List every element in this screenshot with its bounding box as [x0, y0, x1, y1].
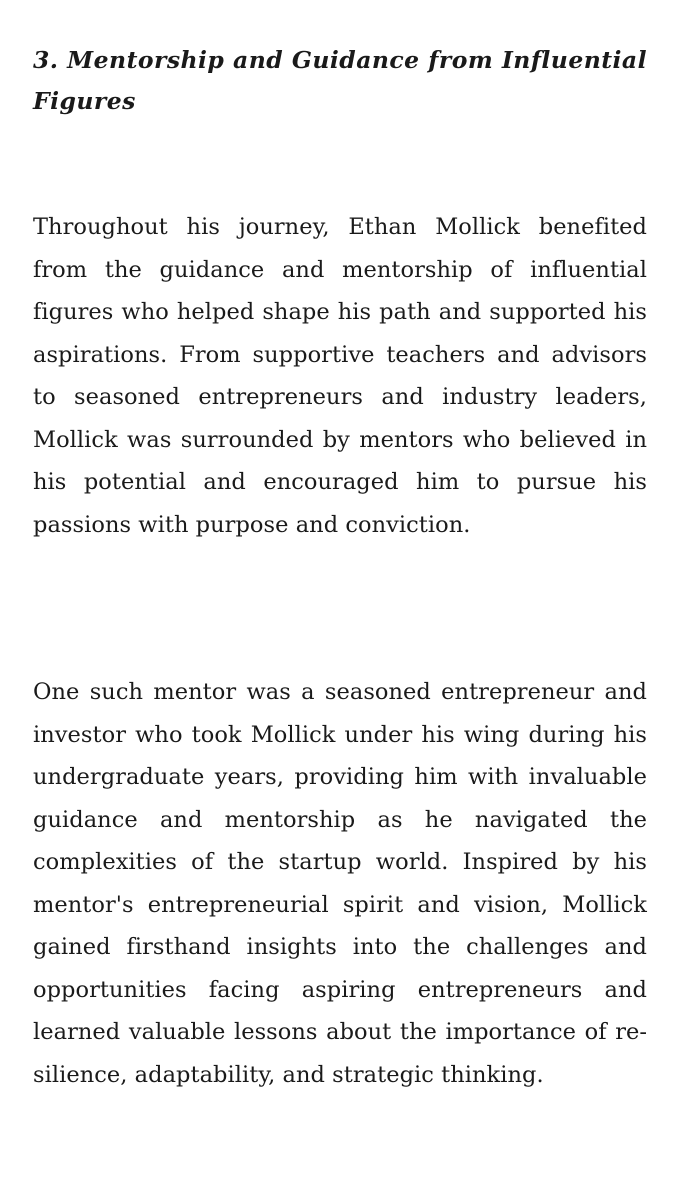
paragraph-mentorship-overview: Throughout his journey, Ethan Mollick benefited from the guidance and mentorship of influential figures who helped shape his path and supported his aspirations. From supportive teachers and advisors to seasoned entrepreneurs and industry leaders, Mollick was surrounded by mentors who believed in his potential and encouraged him to pursue his passions with purpose and conviction. — [33, 214, 647, 538]
paragraph-mentor-example: One such mentor was a seasoned entrepreneur and investor who took Mollick under his wing during his undergraduate years, providing him with invaluable guidance and mentorship as he navigated the complexities of the startup world. Inspired by his mentor's entrepreneurial spirit and vision, Mollick gained firsthand insights into the challenges and opportunities facing aspiring entrepreneurs and learned valuable lessons about the importance of resilience, adaptability, and strategic thinking. — [33, 679, 647, 1088]
section-heading: 3. Mentorship and Guidance from Influential Figures — [33, 46, 647, 115]
